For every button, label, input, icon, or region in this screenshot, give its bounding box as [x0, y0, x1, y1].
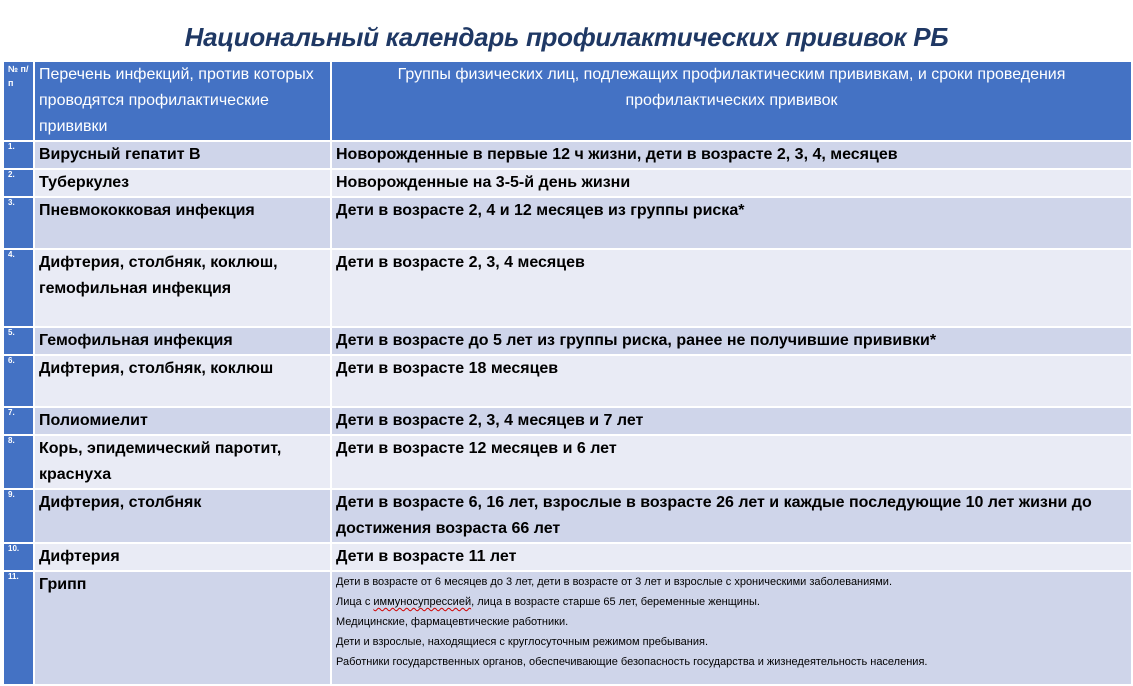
target-group-line: [336, 592, 1127, 612]
target-groups: Дети в возрасте до 5 лет из группы риска, ранее не получившие прививки*: [331, 327, 1132, 355]
row-number: 7.: [3, 407, 34, 435]
row-number: 8.: [3, 435, 34, 489]
table-row: [3, 571, 1132, 685]
target-groups: Дети в возрасте 18 месяцев: [331, 355, 1132, 407]
table-row: [3, 435, 1132, 489]
table-row: [3, 169, 1132, 197]
table-row: [3, 489, 1132, 543]
header-infection-list: Перечень инфекций, против которых проводятся профилактические прививки: [34, 61, 331, 141]
table-row: [3, 543, 1132, 571]
target-group-line: Работники государственных органов, обеспечивающие безопасность государства и жизнедеятельность населения.: [336, 656, 928, 668]
infection-name: Вирусный гепатит В: [34, 141, 331, 169]
target-group-text: , лица в возрасте старше 65 лет, беременные женщины.: [471, 596, 760, 608]
spellcheck-underlined-word: иммуносупрессией: [373, 596, 472, 608]
table-row: [3, 355, 1132, 407]
infection-name: Грипп: [34, 571, 331, 685]
row-number: 2.: [3, 169, 34, 197]
table-header-row: [3, 61, 1132, 141]
row-number: 5.: [3, 327, 34, 355]
row-number: 11.: [3, 571, 34, 685]
row-number: 10.: [3, 543, 34, 571]
target-groups: Новорожденные в первые 12 ч жизни, дети в возрасте 2, 3, 4, месяцев: [331, 141, 1132, 169]
row-number: 9.: [3, 489, 34, 543]
target-groups: Дети в возрасте 11 лет: [331, 543, 1132, 571]
target-groups: Дети в возрасте 2, 3, 4 месяцев и 7 лет: [331, 407, 1132, 435]
target-groups: Новорожденные на 3-5-й день жизни: [331, 169, 1132, 197]
row-number: 3.: [3, 197, 34, 249]
target-groups: Дети в возрасте 2, 4 и 12 месяцев из группы риска*: [331, 197, 1132, 249]
row-number: 6.: [3, 355, 34, 407]
infection-name: Полиомиелит: [34, 407, 331, 435]
infection-name: Дифтерия: [34, 543, 331, 571]
target-group-text: Лица с: [336, 596, 374, 608]
table-row: [3, 327, 1132, 355]
target-group-line: Медицинские, фармацевтические работники.: [336, 616, 569, 628]
target-groups: [331, 571, 1132, 685]
infection-name: Корь, эпидемический паротит, краснуха: [34, 435, 331, 489]
target-groups: Дети в возрасте 12 месяцев и 6 лет: [331, 435, 1132, 489]
table-row: [3, 407, 1132, 435]
infection-name: Дифтерия, столбняк: [34, 489, 331, 543]
table-row: [3, 141, 1132, 169]
target-group-line: Дети в возрасте от 6 месяцев до 3 лет, дети в возрасте от 3 лет и взрослые с хроническими заболеваниями.: [336, 576, 892, 588]
infection-name: Дифтерия, столбняк, коклюш: [34, 355, 331, 407]
page-title: Национальный календарь профилактических прививок РБ: [184, 22, 949, 52]
table-row: [3, 249, 1132, 327]
row-number: 1.: [3, 141, 34, 169]
infection-name: Пневмококковая инфекция: [34, 197, 331, 249]
infection-name: Дифтерия, столбняк, коклюш, гемофильная инфекция: [34, 249, 331, 327]
target-groups: Дети в возрасте 2, 3, 4 месяцев: [331, 249, 1132, 327]
table-row: [3, 197, 1132, 249]
row-number: 4.: [3, 249, 34, 327]
infection-name: Гемофильная инфекция: [34, 327, 331, 355]
vaccination-calendar-table: [2, 60, 1133, 686]
target-group-line: Дети и взрослые, находящиеся с круглосуточным режимом пребывания.: [336, 636, 709, 648]
header-number: № п/п: [3, 61, 34, 141]
target-groups: Дети в возрасте 6, 16 лет, взрослые в возрасте 26 лет и каждые последующие 10 лет жизни до достижения возраста 66 лет: [331, 489, 1132, 543]
header-groups-and-terms: Группы физических лиц, подлежащих профилактическим прививкам, и сроки проведения профилактических прививок: [331, 61, 1132, 141]
infection-name: Туберкулез: [34, 169, 331, 197]
